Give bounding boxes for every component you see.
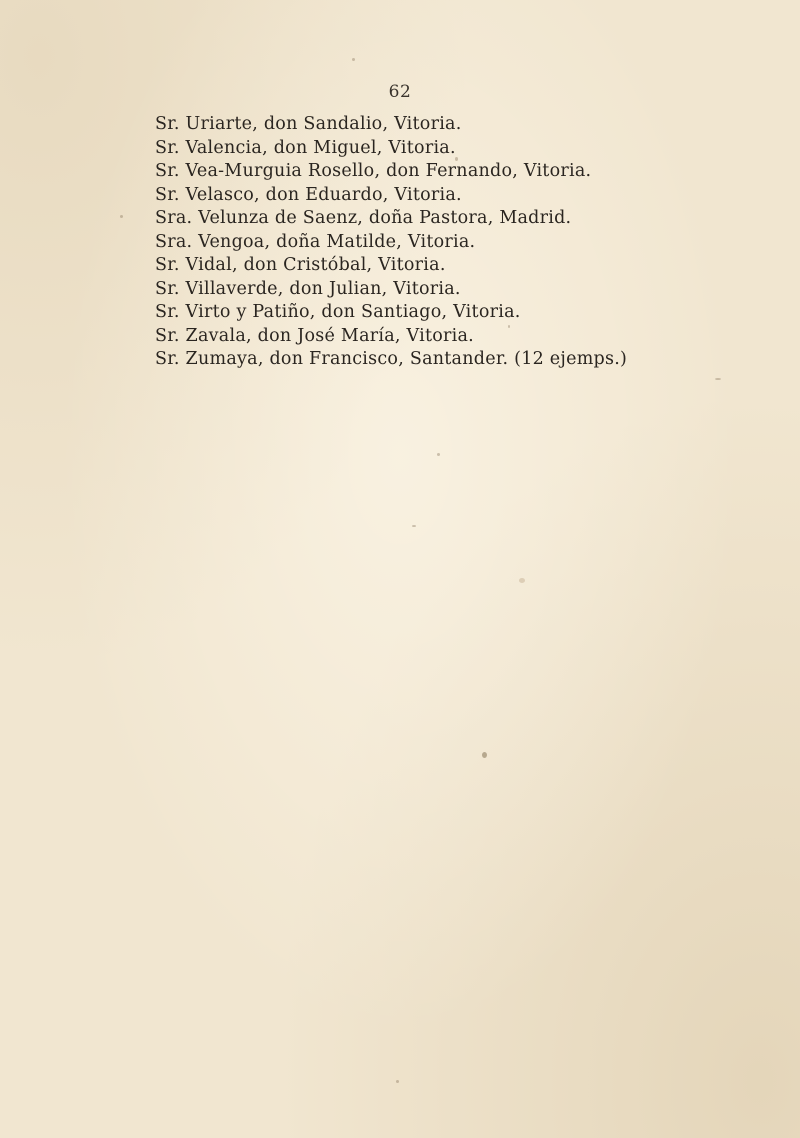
paper-speck: [352, 58, 355, 61]
paper-speck: [120, 215, 123, 218]
list-item: Sra. Velunza de Saenz, doña Pastora, Madrid.: [155, 208, 572, 228]
page-number: 62: [388, 82, 412, 102]
paper-speck: [482, 752, 487, 758]
list-item: Sra. Vengoa, doña Matilde, Vitoria.: [155, 231, 476, 252]
list-item: Sr. Virto y Patiño, don Santiago, Vitoria.: [155, 302, 521, 322]
paper-speck: [412, 525, 416, 527]
list-item: Sr. Zavala, don José María, Vitoria.: [155, 325, 474, 346]
list-item: Sr. Uriarte, don Sandalio, Vitoria.: [155, 114, 462, 134]
list-item: Sr. Vidal, don Cristóbal, Vitoria.: [155, 255, 446, 275]
paper-speck: [455, 157, 458, 161]
paper-speck: [519, 578, 525, 583]
paper-speck: [715, 378, 721, 380]
paper-speck: [437, 453, 440, 456]
list-item: Sr. Velasco, don Eduardo, Vitoria.: [155, 184, 462, 205]
paper-speck: [396, 1080, 399, 1083]
list-item: Sr. Villaverde, don Julian, Vitoria.: [155, 278, 461, 299]
list-item: Sr. Zumaya, don Francisco, Santander. (12 ejemps.): [155, 349, 628, 369]
list-item: Sr. Vea-Murguia Rosello, don Fernando, Vitoria.: [155, 161, 592, 181]
list-item: Sr. Valencia, don Miguel, Vitoria.: [155, 137, 456, 158]
subscriber-list: [155, 113, 627, 372]
paper-speck: [508, 325, 510, 328]
